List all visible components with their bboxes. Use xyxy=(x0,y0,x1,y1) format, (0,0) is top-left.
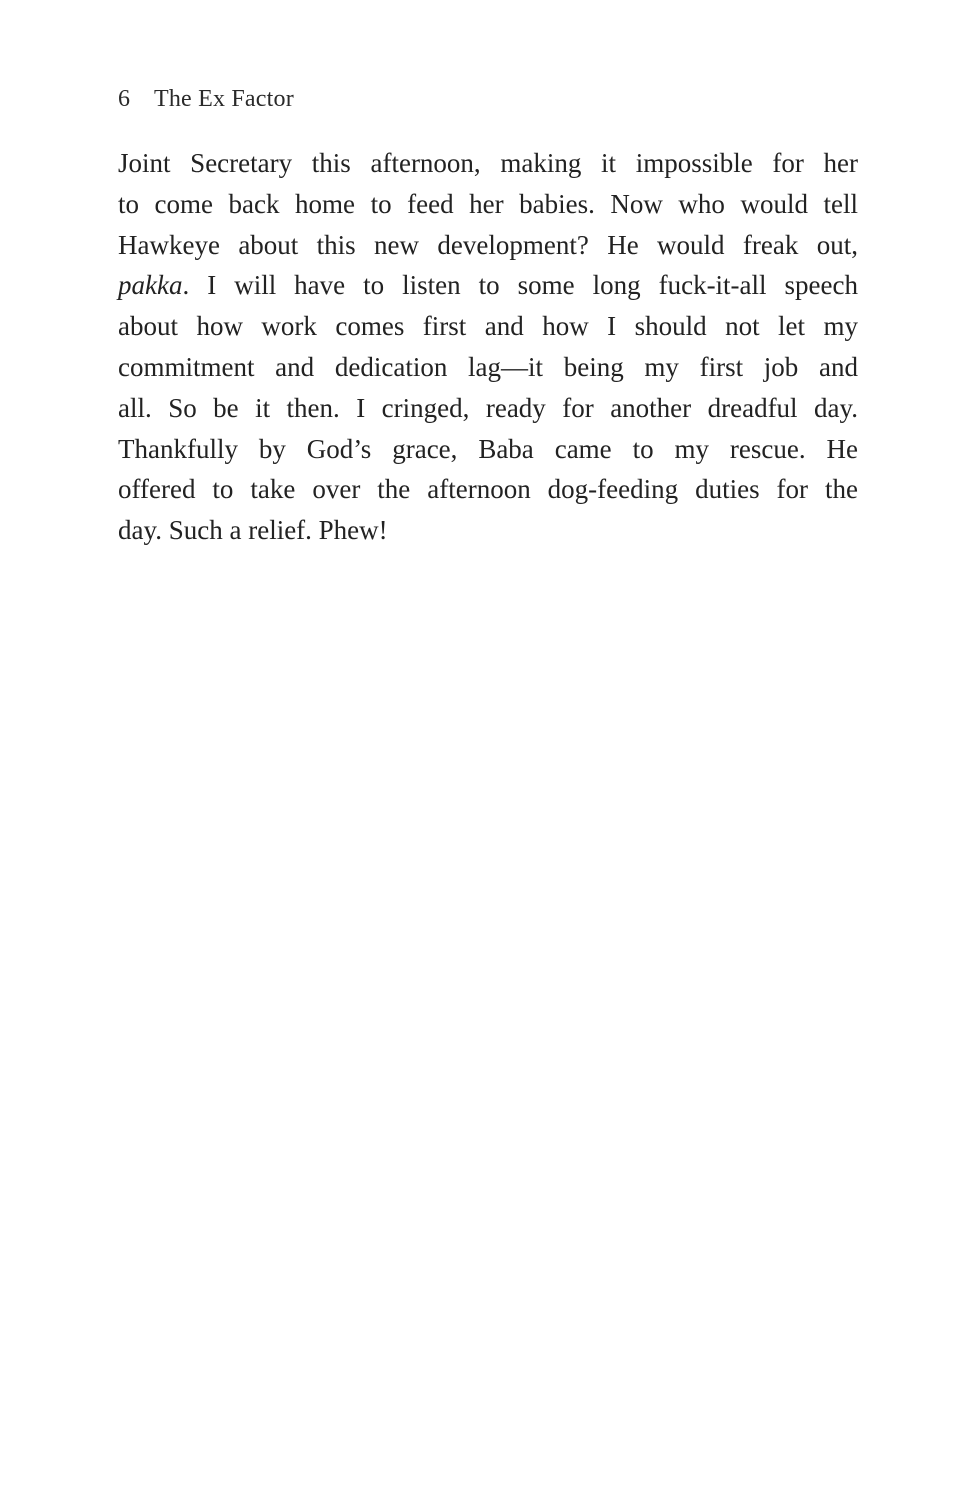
text-line: to come back home to feed her babies. Now who would tell xyxy=(118,188,858,219)
book-title: The Ex Factor xyxy=(154,86,294,112)
page-number: 6 xyxy=(118,86,130,112)
text-line: commitment and dedication lag—it being my first job and xyxy=(118,351,858,382)
text-line: Thankfully by God’s grace, Baba came to my rescue. He xyxy=(118,433,858,464)
text-line: about how work comes first and how I should not let my xyxy=(118,311,858,342)
running-head xyxy=(118,84,294,114)
text-line xyxy=(118,265,858,306)
text-line: all. So be it then. I cringed, ready for another dreadful day. xyxy=(118,392,858,423)
text-line-rest: . I will have to listen to some long fuck-it-all speech xyxy=(182,270,858,301)
text-line: Hawkeye about this new development? He would freak out, xyxy=(118,229,858,260)
body-paragraph xyxy=(118,143,858,551)
text-line: offered to take over the afternoon dog-feeding duties for the xyxy=(118,474,858,505)
italic-word: pakka xyxy=(118,270,183,301)
text-line: day. Such a relief. Phew! xyxy=(118,515,388,546)
text-line: Joint Secretary this afternoon, making it impossible for her xyxy=(118,148,858,178)
